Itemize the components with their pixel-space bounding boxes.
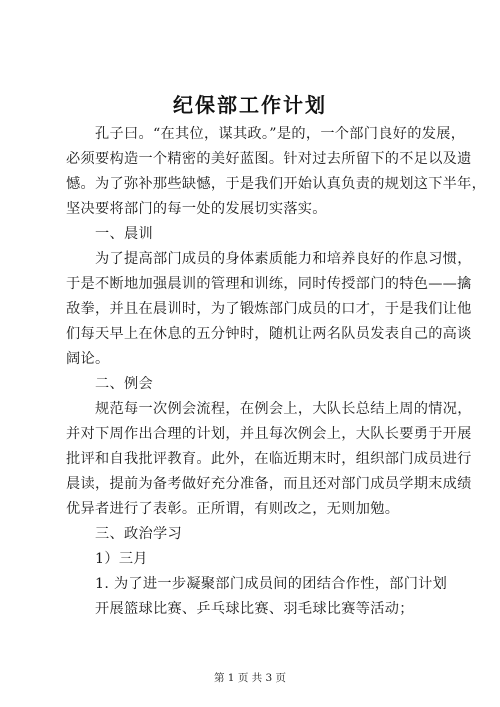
sub-heading: 1）三月 xyxy=(95,551,148,567)
text-line: 阔论。 xyxy=(66,351,110,367)
text-line: 1. 为了进一步凝聚部门成员间的团结合作性，部门计划 xyxy=(95,576,448,592)
text-line: 开展篮球比赛、乒乓球比赛、羽毛球比赛等活动； xyxy=(95,601,414,617)
page-indicator: 第 1 页 共 3 页 xyxy=(213,672,287,684)
section-heading: 一、晨训 xyxy=(95,226,153,242)
text-line: 孔子曰。“在其位，谋其政。”是的，一个部门良好的发展， xyxy=(95,126,466,142)
text-line: 批评和自我批评教育。此外，在临近期末时，组织部门成员进行 xyxy=(66,451,472,467)
section-heading: 三、政治学习 xyxy=(95,526,182,542)
text-line: 晨读，提前为备考做好充分准备，而且还对部门成员学期末成绩 xyxy=(66,476,472,492)
text-line: 并对下周作出合理的计划，并且每次例会上，大队长要勇于开展 xyxy=(66,426,472,442)
document-title: 纪保部工作计划 xyxy=(173,93,327,117)
text-line: 们每天早上在休息的五分钟时，随机让两名队员发表自己的高谈 xyxy=(66,326,472,342)
text-line: 优异者进行了表彰。正所谓，有则改之，无则加勉。 xyxy=(66,501,400,517)
section-heading: 二、例会 xyxy=(95,376,153,392)
text-line: 敌拳，并且在晨训时，为了锻炼部门成员的口才，于是我们让他 xyxy=(66,301,472,317)
text-line: 规范每一次例会流程，在例会上，大队长总结上周的情况， xyxy=(95,401,472,417)
text-line: 于是不断地加强晨训的管理和训练，同时传授部门的特色——擒 xyxy=(66,276,472,292)
text-line: 坚决要将部门的每一处的发展切实落实。 xyxy=(66,201,327,217)
text-line: 憾。为了弥补那些缺憾，于是我们开始认真负责的规划这下半年， xyxy=(66,176,487,192)
text-line: 为了提高部门成员的身体素质能力和培养良好的作息习惯， xyxy=(95,251,472,267)
text-line: 必须要构造一个精密的美好蓝图。针对过去所留下的不足以及遗 xyxy=(66,151,472,167)
